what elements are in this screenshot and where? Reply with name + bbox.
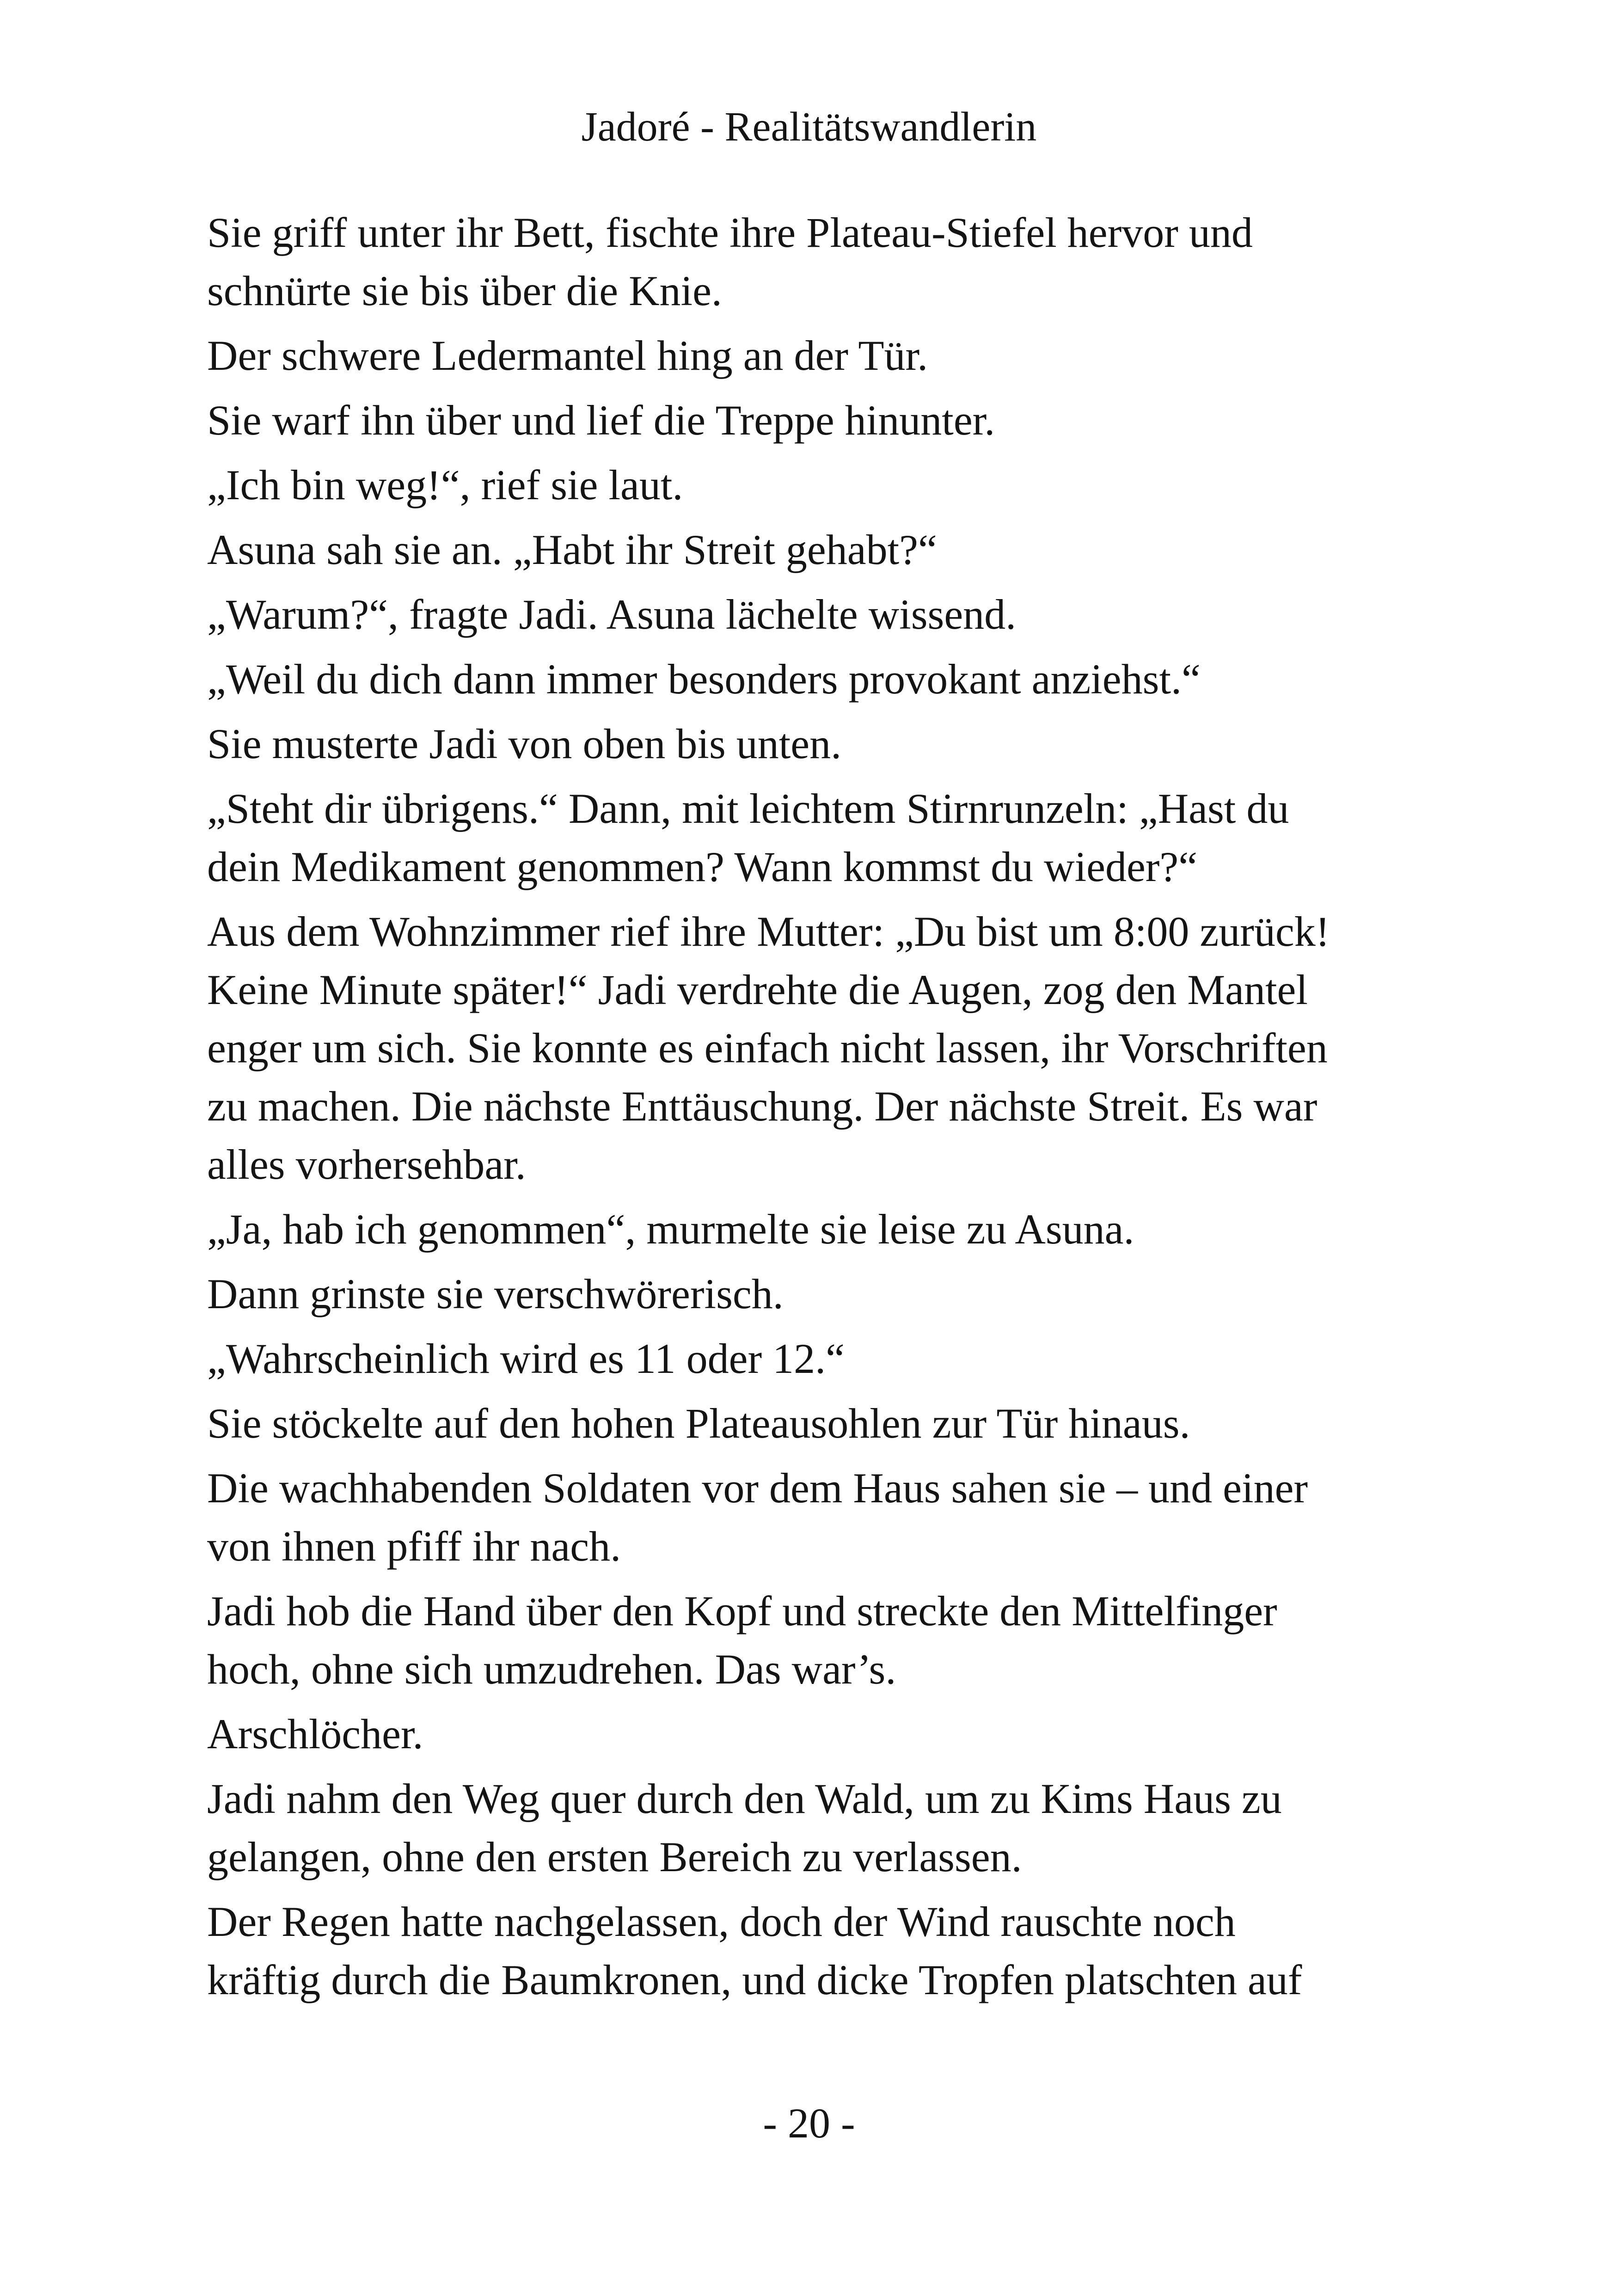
- text-line: „Weil du dich dann immer besonders provokant anziehst.“: [207, 655, 1201, 703]
- body-text: [207, 203, 1439, 2015]
- text-line: alles vorhersehbar.: [207, 1141, 526, 1188]
- text-line: Sie griff unter ihr Bett, fischte ihre Plateau-Stiefel hervor und: [207, 209, 1253, 256]
- text-line: zu machen. Die nächste Enttäuschung. Der nächste Streit. Es war: [207, 1083, 1318, 1130]
- paragraph: [207, 1200, 1439, 1258]
- paragraph: [207, 779, 1439, 896]
- text-line: Jadi hob die Hand über den Kopf und streckte den Mittelfinger: [207, 1587, 1277, 1635]
- paragraph: [207, 650, 1439, 708]
- text-line: Der Regen hatte nachgelassen, doch der Wind rauschte noch: [207, 1898, 1236, 1945]
- text-line: Der schwere Ledermantel hing an der Tür.: [207, 332, 928, 379]
- paragraph: [207, 1705, 1439, 1763]
- text-line: „Warum?“, fragte Jadi. Asuna lächelte wissend.: [207, 591, 1017, 638]
- text-line: Asuna sah sie an. „Habt ihr Streit gehabt?“: [207, 526, 937, 573]
- paragraph: [207, 1394, 1439, 1452]
- paragraph: [207, 1459, 1439, 1575]
- text-line: Sie musterte Jadi von oben bis unten.: [207, 720, 842, 767]
- text-line: enger um sich. Sie konnte es einfach nicht lassen, ihr Vorschriften: [207, 1024, 1328, 1071]
- text-line: Keine Minute später!“ Jadi verdrehte die Augen, zog den Mantel: [207, 966, 1308, 1013]
- page-number: - 20 -: [763, 2100, 855, 2147]
- text-line: Jadi nahm den Weg quer durch den Wald, um zu Kims Haus zu: [207, 1775, 1282, 1822]
- paragraph: [207, 203, 1439, 320]
- text-line: „Steht dir übrigens.“ Dann, mit leichtem Stirnrunzeln: „Hast du: [207, 785, 1289, 832]
- paragraph: [207, 585, 1439, 643]
- text-line: gelangen, ohne den ersten Bereich zu verlassen.: [207, 1833, 1022, 1880]
- text-line: dein Medikament genommen? Wann kommst du wieder?“: [207, 843, 1198, 890]
- paragraph: [207, 902, 1439, 1194]
- paragraph: [207, 456, 1439, 514]
- paragraph: [207, 1769, 1439, 1886]
- text-line: Die wachhabenden Soldaten vor dem Haus sahen sie – und einer: [207, 1464, 1308, 1512]
- text-line: schnürte sie bis über die Knie.: [207, 267, 722, 314]
- paragraph: [207, 391, 1439, 449]
- text-line: Sie warf ihn über und lief die Treppe hinunter.: [207, 397, 995, 444]
- paragraph: [207, 326, 1439, 385]
- text-line: von ihnen pfiff ihr nach.: [207, 1523, 621, 1570]
- text-line: Aus dem Wohnzimmer rief ihre Mutter: „Du bist um 8:00 zurück!: [207, 908, 1330, 955]
- paragraph: [207, 520, 1439, 579]
- text-line: Arschlöcher.: [207, 1710, 423, 1757]
- paragraph: [207, 1265, 1439, 1323]
- paragraph: [207, 1892, 1439, 2009]
- paragraph: [207, 1329, 1439, 1388]
- text-line: „Ja, hab ich genommen“, murmelte sie leise zu Asuna.: [207, 1206, 1134, 1253]
- text-line: Sie stöckelte auf den hohen Plateausohlen zur Tür hinaus.: [207, 1400, 1190, 1447]
- paragraph: [207, 1582, 1439, 1698]
- text-line: hoch, ohne sich umzudrehen. Das war’s.: [207, 1646, 896, 1693]
- text-line: „Ich bin weg!“, rief sie laut.: [207, 461, 683, 508]
- text-line: „Wahrscheinlich wird es 11 oder 12.“: [207, 1335, 845, 1382]
- running-header: Jadoré - Realitätswandlerin: [581, 104, 1037, 150]
- text-line: Dann grinste sie verschwörerisch.: [207, 1270, 784, 1317]
- paragraph: [207, 715, 1439, 773]
- text-line: kräftig durch die Baumkronen, und dicke Tropfen platschten auf: [207, 1956, 1302, 2003]
